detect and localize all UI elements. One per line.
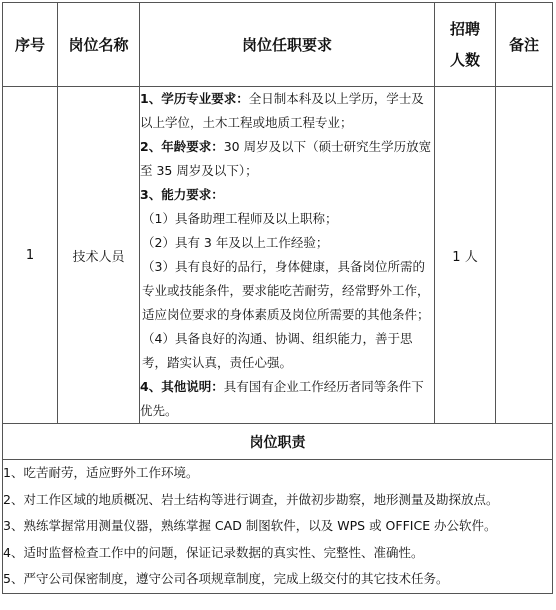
- header-requirements: 岗位任职要求: [140, 3, 435, 87]
- duties-cell: [3, 460, 553, 594]
- ability-item: （3）具有良好的品行，身体健康，具备岗位所需的专业或技能条件，要求能吃苦耐劳，经常野外工作，适应岗位要求的身体素质及岗位所需要的其他条件；: [142, 259, 430, 322]
- education-requirement: [140, 87, 434, 135]
- duty-item: 3、熟练掌握常用测量仪器，熟练掌握 CAD 制图软件，以及 WPS 或 OFFICE 办公软件。: [3, 518, 497, 533]
- age-title: 2、年龄要求：: [140, 139, 224, 154]
- duties-title: 岗位职责: [3, 424, 553, 460]
- table-row: [3, 87, 553, 424]
- age-requirement: [140, 135, 434, 183]
- other-text: 具有国有企业工作经历者同等条件下优先。: [140, 379, 424, 418]
- duty-item: 1、吃苦耐劳，适应野外工作环境。: [3, 465, 199, 480]
- other-title: 4、其他说明：: [140, 379, 224, 394]
- header-headcount-line2: 人数: [449, 50, 480, 69]
- job-requirements-table: [2, 2, 553, 594]
- header-headcount: [435, 3, 496, 87]
- ability-item: （4）具备良好的沟通、协调、组织能力，善于思考，踏实认真，责任心强。: [142, 331, 413, 370]
- duty-item: 2、对工作区域的地质概况、岩土结构等进行调查，并做初步勘察，地形测量及勘探放点。: [3, 491, 499, 507]
- row-position-name: 技术人员: [58, 87, 140, 424]
- other-note: [140, 375, 434, 423]
- ability-requirement: [140, 183, 434, 207]
- requirements-cell: [140, 87, 435, 424]
- education-text: 全日制本科及以上学历，学士及以上学位，土木工程或地质工程专业；: [140, 91, 424, 130]
- header-position-name: 岗位名称: [58, 3, 140, 87]
- row-headcount: 1 人: [435, 87, 496, 424]
- ability-item: （2）具有 3 年及以上工作经验；: [142, 235, 329, 250]
- table-header-row: [3, 3, 553, 87]
- duties-row: [3, 460, 553, 594]
- duty-item: 4、适时监督检查工作中的问题，保证记录数据的真实性、完整性、准确性。: [3, 544, 424, 560]
- row-no: 1: [3, 87, 58, 424]
- age-text: 30 周岁及以下（硕士研究生学历放宽至 35 周岁及以下）；: [140, 139, 432, 178]
- header-note: 备注: [496, 3, 553, 87]
- education-title: 1、学历专业要求：: [140, 91, 249, 106]
- header-no: 序号: [3, 3, 58, 87]
- header-headcount-line1: 招聘: [449, 19, 480, 38]
- ability-item: （1）具备助理工程师及以上职称；: [142, 211, 338, 226]
- job-posting-document: [2, 2, 554, 606]
- row-note: [496, 87, 553, 424]
- duties-header-row: [3, 424, 553, 460]
- ability-title: 3、能力要求：: [140, 187, 224, 202]
- duty-item: 5、严守公司保密制度，遵守公司各项规章制度，完成上级交付的其它技术任务。: [3, 571, 449, 586]
